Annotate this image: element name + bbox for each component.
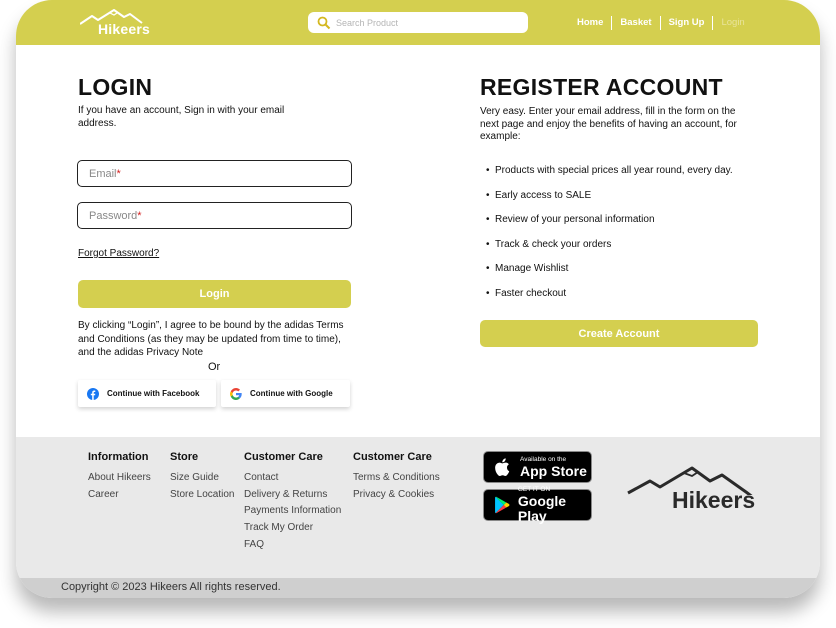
facebook-login-button[interactable] bbox=[78, 380, 216, 407]
footer-heading: Store bbox=[170, 451, 199, 463]
or-divider: Or bbox=[208, 361, 221, 373]
login-title: LOGIN bbox=[78, 74, 153, 100]
footer-link[interactable]: Track My Order bbox=[244, 522, 314, 534]
search-input[interactable] bbox=[336, 18, 516, 28]
footer-brand-name: Hikeers bbox=[672, 487, 756, 513]
search-icon[interactable] bbox=[317, 16, 331, 30]
google-play-badge[interactable] bbox=[483, 486, 592, 524]
footer-heading: Customer Care bbox=[244, 451, 323, 463]
nav-login[interactable]: Login bbox=[721, 17, 745, 28]
app-store-small-text: Available on the bbox=[520, 455, 567, 463]
list-item: • Manage Wishlist bbox=[486, 263, 569, 275]
footer-column-customer-care bbox=[244, 451, 341, 554]
footer-column-information bbox=[88, 451, 151, 503]
terms-text: By clicking “Login”, I agree to be bound by the adidas Terms and Conditions (as they may be updated from time to time), and the adidas Privacy Note bbox=[78, 320, 344, 358]
footer-link[interactable]: Privacy & Cookies bbox=[353, 488, 435, 500]
footer-brand-logo bbox=[626, 465, 762, 517]
register-subtitle: Very easy. Enter your email address, fill in the form on the next page and enjoy the benefits of having an account, for example: bbox=[480, 106, 737, 142]
footer-link[interactable]: Career bbox=[88, 488, 119, 500]
google-icon bbox=[230, 388, 242, 400]
required-mark: * bbox=[137, 209, 142, 222]
password-field[interactable] bbox=[77, 202, 352, 229]
apple-icon bbox=[492, 456, 514, 478]
login-button[interactable]: Login bbox=[78, 280, 351, 308]
footer-column-customer-care-legal bbox=[353, 451, 440, 503]
nav-home[interactable]: Home bbox=[570, 16, 612, 30]
footer-link[interactable]: About Hikeers bbox=[88, 472, 151, 483]
footer-link[interactable]: Terms & Conditions bbox=[353, 472, 440, 483]
list-item: • Faster checkout bbox=[486, 287, 567, 299]
list-item: • Early access to SALE bbox=[486, 189, 592, 201]
footer-link[interactable]: FAQ bbox=[244, 538, 265, 550]
facebook-label: Continue with Facebook bbox=[107, 389, 200, 398]
forgot-password-link[interactable]: Forgot Password? bbox=[78, 248, 160, 259]
google-play-small-text: GET IT ON bbox=[517, 486, 551, 493]
brand-name: Hikeers bbox=[98, 21, 150, 37]
google-play-big-text: Google Play bbox=[517, 493, 567, 524]
email-field[interactable] bbox=[77, 160, 352, 187]
email-placeholder: Email bbox=[89, 167, 117, 180]
list-item: • Review of your personal information bbox=[486, 214, 655, 226]
required-mark: * bbox=[116, 167, 121, 180]
app-store-big-text: App Store bbox=[520, 462, 587, 479]
register-title: REGISTER ACCOUNT bbox=[480, 74, 723, 100]
footer-column-store bbox=[170, 451, 235, 503]
footer-link[interactable]: Payments Information bbox=[244, 505, 342, 517]
google-login-button[interactable] bbox=[221, 380, 350, 407]
benefits-list bbox=[486, 165, 733, 313]
search-bar[interactable] bbox=[308, 12, 528, 33]
create-account-button[interactable]: Create Account bbox=[480, 320, 758, 347]
footer bbox=[16, 437, 820, 578]
facebook-icon bbox=[87, 388, 99, 400]
footer-link[interactable]: Size Guide bbox=[170, 472, 219, 483]
footer-link[interactable]: Store Location bbox=[170, 488, 235, 500]
page-frame bbox=[16, 0, 820, 598]
list-item: • Products with special prices all year round, every day. bbox=[486, 165, 733, 176]
footer-link[interactable]: Contact bbox=[244, 472, 279, 483]
nav-basket[interactable]: Basket bbox=[612, 16, 660, 30]
footer-link[interactable]: Delivery & Returns bbox=[244, 488, 328, 500]
copyright-text: Copyright © 2023 Hikeers All rights reserved. bbox=[61, 581, 281, 593]
brand-logo[interactable] bbox=[80, 9, 156, 37]
app-store-badge[interactable] bbox=[483, 451, 592, 483]
copyright-bar bbox=[16, 578, 820, 598]
top-nav bbox=[570, 16, 753, 30]
nav-sign-up[interactable]: Sign Up bbox=[661, 16, 714, 30]
password-placeholder: Password bbox=[89, 209, 138, 222]
footer-heading: Customer Care bbox=[353, 451, 432, 463]
header bbox=[16, 0, 820, 45]
footer-heading: Information bbox=[88, 451, 149, 463]
google-label: Continue with Google bbox=[250, 389, 333, 398]
login-subtitle: If you have an account, Sign in with your email address. bbox=[78, 105, 285, 129]
list-item: • Track & check your orders bbox=[486, 238, 612, 250]
google-play-icon bbox=[492, 494, 512, 516]
